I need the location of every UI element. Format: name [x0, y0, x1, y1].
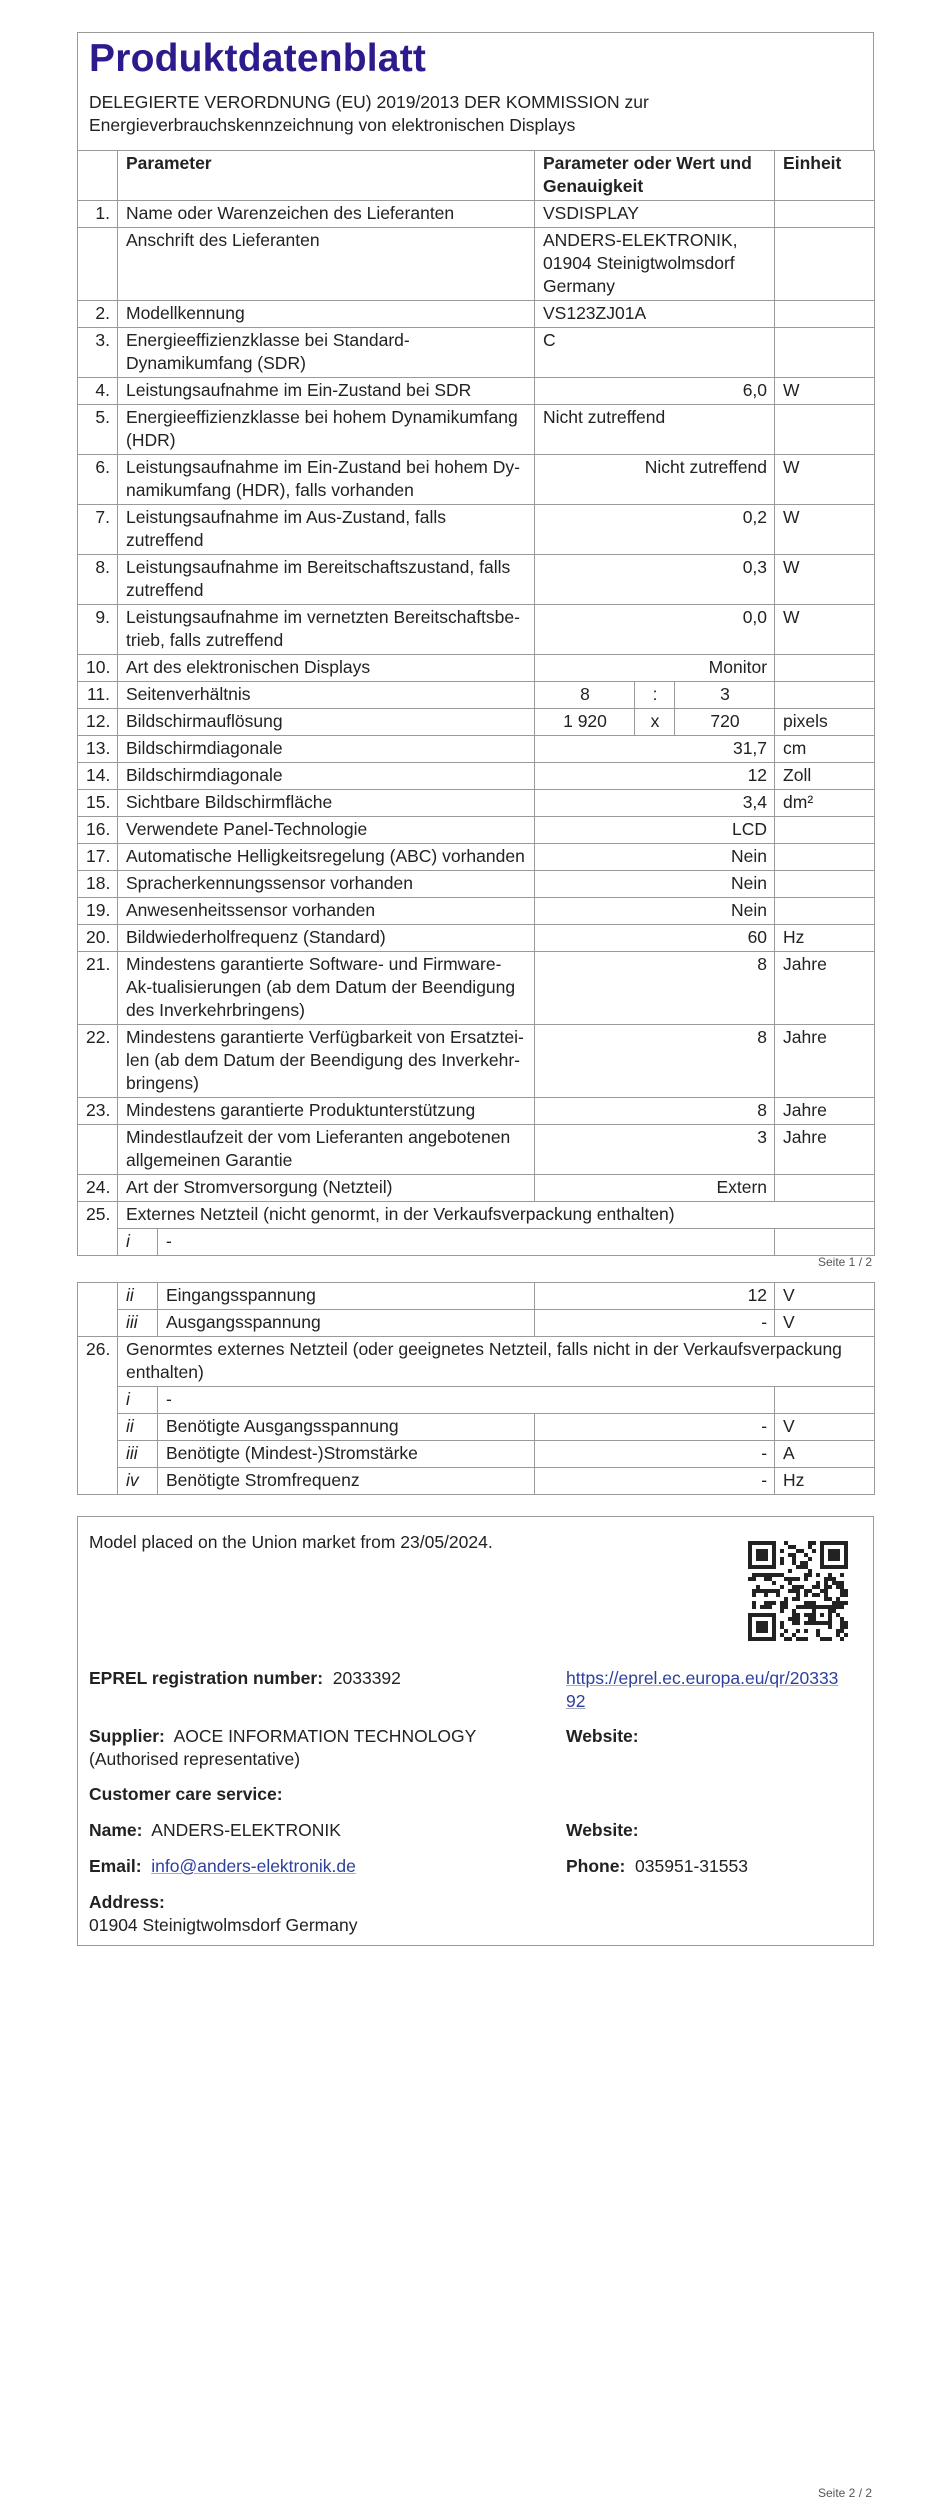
row-sub-index: iv — [118, 1468, 158, 1495]
row-unit — [775, 817, 875, 844]
page-number: Seite 1 / 2 — [818, 1255, 873, 1269]
row-unit: pixels — [775, 709, 875, 736]
phone-value: 035951-31553 — [635, 1856, 748, 1876]
product-data-table — [77, 150, 875, 1256]
row-value: Nein — [535, 871, 775, 898]
supplier — [89, 1725, 559, 1771]
table-row — [78, 201, 875, 228]
row-unit: W — [775, 378, 875, 405]
row-unit — [775, 301, 875, 328]
row-parameter: Energieeffizienzklasse bei hohem Dynamikumfang (HDR) — [118, 405, 535, 455]
table-row — [78, 790, 875, 817]
table-row — [78, 328, 875, 378]
row-parameter: Mindestens garantierte Produktunterstützung — [118, 1098, 535, 1125]
row-unit: V — [775, 1283, 875, 1310]
table-header-row — [78, 151, 875, 201]
row-number: 23. — [78, 1098, 118, 1125]
row-unit: W — [775, 555, 875, 605]
table-row — [78, 817, 875, 844]
row-value: Extern — [535, 1175, 775, 1202]
eprel-registration-value: 2033392 — [332, 1668, 401, 1688]
row-number: 5. — [78, 405, 118, 455]
page-number-2: Seite 2 / 2 — [818, 2486, 873, 2500]
customer-care-name — [89, 1819, 341, 1842]
table-row — [78, 1175, 875, 1202]
table-row — [78, 405, 875, 455]
row-value: 12 — [535, 763, 775, 790]
row-number: 26. — [78, 1337, 118, 1495]
page-subtitle: DELEGIERTE VERORDNUNG (EU) 2019/2013 DER KOMMISSION zur Energieverbrauchskennzeichnung von elektronischen Displays — [89, 92, 649, 135]
table-row — [78, 763, 875, 790]
table-row — [78, 655, 875, 682]
row-value: Monitor — [535, 655, 775, 682]
row-value: 12 — [535, 1283, 775, 1310]
row-parameter: Modellkennung — [118, 301, 535, 328]
row-value: Nein — [535, 898, 775, 925]
header-cell-unit: Einheit — [775, 151, 875, 201]
row-parameter: Leistungsaufnahme im vernetzten Bereitschaftsbe-trieb, falls zutreffend — [118, 605, 535, 655]
row-parameter: Mindestens garantierte Software- und Firmware-Ak-tualisierungen (ab dem Datum der Beendigung des Inverkehrbringens) — [118, 952, 535, 1025]
row-parameter: Bildschirmdiagonale — [118, 736, 535, 763]
table-row — [78, 682, 875, 709]
row-sub-index: i — [118, 1229, 158, 1256]
row-parameter: Art des elektronischen Displays — [118, 655, 535, 682]
eprel-link[interactable]: https://eprel.ec.europa.eu/qr/2033392 — [566, 1668, 839, 1711]
row-number: 2. — [78, 301, 118, 328]
table-row — [78, 228, 875, 301]
row-parameter: Seitenverhältnis — [118, 682, 535, 709]
customer-care-email — [89, 1855, 356, 1878]
table-row — [78, 505, 875, 555]
row-parameter: Genormtes externes Netzteil (oder geeignetes Netzteil, falls nicht in der Verkaufsverpackung enthalten) — [118, 1337, 875, 1387]
row-sub-index: ii — [118, 1414, 158, 1441]
row-parameter: Leistungsaufnahme im Ein-Zustand bei hohem Dy-namikumfang (HDR), falls vorhanden — [118, 455, 535, 505]
phone-label: Phone: — [566, 1856, 626, 1876]
row-number: 11. — [78, 682, 118, 709]
header-cell-number — [78, 151, 118, 201]
row-parameter: Benötigte Ausgangsspannung — [158, 1414, 535, 1441]
row-sub-index: iii — [118, 1310, 158, 1337]
row-unit: Jahre — [775, 1125, 875, 1175]
eprel-registration-label: EPREL registration number: — [89, 1668, 324, 1688]
row-value: 60 — [535, 925, 775, 952]
website-label: Website: — [566, 1726, 639, 1746]
supplier-value: AOCE INFORMATION TECHNOLOGY (Authorised representative) — [89, 1726, 477, 1769]
row-unit: V — [775, 1414, 875, 1441]
row-number: 12. — [78, 709, 118, 736]
row-parameter: Art der Stromversorgung (Netzteil) — [118, 1175, 535, 1202]
table-row — [78, 1337, 875, 1387]
row-unit — [775, 682, 875, 709]
supplier-label: Supplier: — [89, 1726, 165, 1746]
table-row — [78, 1229, 875, 1256]
table-row — [78, 1387, 875, 1414]
row-parameter: - — [158, 1387, 775, 1414]
row-number: 14. — [78, 763, 118, 790]
row-number: 3. — [78, 328, 118, 378]
product-data-table-continued — [77, 1282, 875, 1495]
row-value-b: 3 — [675, 682, 775, 709]
row-unit: Hz — [775, 925, 875, 952]
row-parameter: Energieeffizienzklasse bei Standard-Dynamikumfang (SDR) — [118, 328, 535, 378]
email-link[interactable]: info@anders-elektronik.de — [151, 1856, 356, 1876]
row-number — [78, 1283, 118, 1337]
row-value: - — [535, 1310, 775, 1337]
address-label: Address: — [89, 1892, 165, 1912]
row-parameter: Verwendete Panel-Technologie — [118, 817, 535, 844]
row-value: ANDERS-ELEKTRONIK, 01904 Steinigtwolmsdorf Germany — [535, 228, 775, 301]
row-parameter: Leistungsaufnahme im Bereitschaftszustand, falls zutreffend — [118, 555, 535, 605]
row-unit: V — [775, 1310, 875, 1337]
eprel-info-box — [77, 1516, 874, 1946]
row-unit — [775, 405, 875, 455]
page-title: Produktdatenblatt — [89, 37, 427, 80]
row-value: 31,7 — [535, 736, 775, 763]
row-parameter: Anwesenheitssensor vorhanden — [118, 898, 535, 925]
row-unit: cm — [775, 736, 875, 763]
row-value-a: 8 — [535, 682, 635, 709]
row-parameter: Bildwiederholfrequenz (Standard) — [118, 925, 535, 952]
row-value: 0,3 — [535, 555, 775, 605]
row-unit — [775, 898, 875, 925]
row-number: 21. — [78, 952, 118, 1025]
row-unit — [775, 228, 875, 301]
row-parameter: Ausgangsspannung — [158, 1310, 535, 1337]
name-label: Name: — [89, 1820, 143, 1840]
row-unit — [775, 1175, 875, 1202]
row-unit — [775, 871, 875, 898]
customer-care-label: Customer care service: — [89, 1784, 283, 1804]
row-number: 1. — [78, 201, 118, 228]
row-unit: W — [775, 605, 875, 655]
row-value: - — [535, 1441, 775, 1468]
row-unit — [775, 1229, 875, 1256]
row-number: 15. — [78, 790, 118, 817]
row-value: Nicht zutreffend — [535, 405, 775, 455]
row-parameter: Leistungsaufnahme im Aus-Zustand, falls zutreffend — [118, 505, 535, 555]
row-number: 20. — [78, 925, 118, 952]
table-row — [78, 378, 875, 405]
table-row — [78, 1125, 875, 1175]
row-parameter: Benötigte (Mindest-)Stromstärke — [158, 1441, 535, 1468]
row-unit: Hz — [775, 1468, 875, 1495]
row-parameter: Sichtbare Bildschirmfläche — [118, 790, 535, 817]
row-parameter: Bildschirmdiagonale — [118, 763, 535, 790]
row-number: 24. — [78, 1175, 118, 1202]
row-unit: W — [775, 455, 875, 505]
row-value: LCD — [535, 817, 775, 844]
address-value: 01904 Steinigtwolmsdorf Germany — [89, 1915, 358, 1935]
row-value: VSDISPLAY — [535, 201, 775, 228]
row-value: VS123ZJ01A — [535, 301, 775, 328]
row-number: 25. — [78, 1202, 118, 1256]
row-value: - — [535, 1468, 775, 1495]
row-number: 18. — [78, 871, 118, 898]
row-number — [78, 228, 118, 301]
table-row — [78, 555, 875, 605]
row-value: 6,0 — [535, 378, 775, 405]
row-number: 8. — [78, 555, 118, 605]
table-row — [78, 605, 875, 655]
row-number: 13. — [78, 736, 118, 763]
row-value-separator: x — [635, 709, 675, 736]
row-parameter: Anschrift des Lieferanten — [118, 228, 535, 301]
row-value-a: 1 920 — [535, 709, 635, 736]
email-label: Email: — [89, 1856, 142, 1876]
table-row — [78, 301, 875, 328]
row-number: 9. — [78, 605, 118, 655]
row-sub-index: i — [118, 1387, 158, 1414]
table-row — [78, 1310, 875, 1337]
row-unit: W — [775, 505, 875, 555]
row-unit: Jahre — [775, 1098, 875, 1125]
row-unit: Zoll — [775, 763, 875, 790]
row-parameter: Externes Netzteil (nicht genormt, in der Verkaufsverpackung enthalten) — [118, 1202, 875, 1229]
website-label-2: Website: — [566, 1820, 639, 1840]
table-row — [78, 1025, 875, 1098]
row-number: 16. — [78, 817, 118, 844]
row-parameter: Spracherkennungssensor vorhanden — [118, 871, 535, 898]
table-row — [78, 898, 875, 925]
table-row — [78, 1414, 875, 1441]
eprel-registration — [89, 1667, 401, 1690]
table-row — [78, 1283, 875, 1310]
row-unit — [775, 655, 875, 682]
row-number: 22. — [78, 1025, 118, 1098]
header-cell-value: Parameter oder Wert und Genauigkeit — [535, 151, 775, 201]
row-unit: Jahre — [775, 1025, 875, 1098]
row-number: 17. — [78, 844, 118, 871]
customer-care-phone — [566, 1855, 748, 1878]
row-value-separator: : — [635, 682, 675, 709]
header-cell-parameter: Parameter — [118, 151, 535, 201]
header-box — [77, 32, 874, 150]
table-row — [78, 455, 875, 505]
row-number: 19. — [78, 898, 118, 925]
row-parameter: Automatische Helligkeitsregelung (ABC) vorhanden — [118, 844, 535, 871]
table-row — [78, 844, 875, 871]
row-unit — [775, 1387, 875, 1414]
table-row — [78, 1441, 875, 1468]
row-value: 8 — [535, 952, 775, 1025]
row-parameter: - — [158, 1229, 775, 1256]
row-value: - — [535, 1414, 775, 1441]
row-value: 0,0 — [535, 605, 775, 655]
table-row — [78, 871, 875, 898]
row-number — [78, 1125, 118, 1175]
row-value-b: 720 — [675, 709, 775, 736]
name-value: ANDERS-ELEKTRONIK — [151, 1820, 341, 1840]
row-value: C — [535, 328, 775, 378]
row-number: 6. — [78, 455, 118, 505]
row-parameter: Mindestlaufzeit der vom Lieferanten angebotenen allgemeinen Garantie — [118, 1125, 535, 1175]
row-unit: Jahre — [775, 952, 875, 1025]
row-value: 0,2 — [535, 505, 775, 555]
row-parameter: Mindestens garantierte Verfügbarkeit von Ersatztei-len (ab dem Datum der Beendigung des Inverkehr-bringens) — [118, 1025, 535, 1098]
qr-code-icon — [748, 1541, 848, 1641]
table-row — [78, 709, 875, 736]
row-value: Nein — [535, 844, 775, 871]
row-number: 4. — [78, 378, 118, 405]
row-parameter: Name oder Warenzeichen des Lieferanten — [118, 201, 535, 228]
row-unit — [775, 844, 875, 871]
row-sub-index: ii — [118, 1283, 158, 1310]
row-value: Nicht zutreffend — [535, 455, 775, 505]
row-sub-index: iii — [118, 1441, 158, 1468]
table-row — [78, 952, 875, 1025]
row-value: 3,4 — [535, 790, 775, 817]
row-parameter: Leistungsaufnahme im Ein-Zustand bei SDR — [118, 378, 535, 405]
table-row — [78, 736, 875, 763]
table-row — [78, 925, 875, 952]
row-parameter: Eingangsspannung — [158, 1283, 535, 1310]
row-unit: dm² — [775, 790, 875, 817]
row-value: 8 — [535, 1025, 775, 1098]
table-row — [78, 1098, 875, 1125]
row-unit — [775, 201, 875, 228]
market-date-text: Model placed on the Union market from 23/05/2024. — [89, 1532, 493, 1552]
row-value: 3 — [535, 1125, 775, 1175]
row-unit: A — [775, 1441, 875, 1468]
row-number: 7. — [78, 505, 118, 555]
row-parameter: Benötigte Stromfrequenz — [158, 1468, 535, 1495]
table-row — [78, 1468, 875, 1495]
row-number: 10. — [78, 655, 118, 682]
row-parameter: Bildschirmauflösung — [118, 709, 535, 736]
table-row — [78, 1202, 875, 1229]
row-value: 8 — [535, 1098, 775, 1125]
row-unit — [775, 328, 875, 378]
